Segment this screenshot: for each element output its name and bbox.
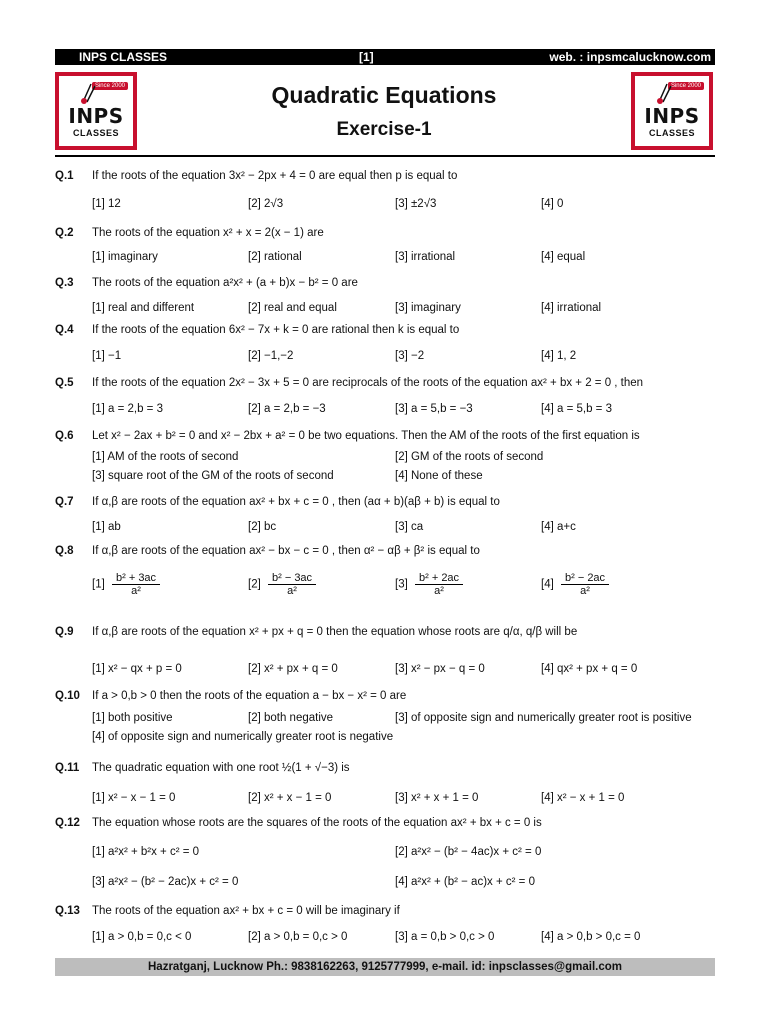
option: [1] both positive [92,712,173,724]
option: [4] x² − x + 1 = 0 [541,792,625,804]
question-text: The quadratic equation with one root ½(1 + √−3) is [92,762,350,774]
divider [55,155,715,157]
question-text: If the roots of the equation 6x² − 7x + k = 0 are rational then k is equal to [92,324,460,336]
option: [4] equal [541,251,586,263]
option: [2] a = 2,b = −3 [248,403,326,415]
option: [2] x² + x − 1 = 0 [248,792,332,804]
question-number: Q.1 [55,170,74,182]
option: [1] ab [92,521,121,533]
option: [1] a = 2,b = 3 [92,403,163,415]
question-number: Q.5 [55,377,74,389]
option: [1] imaginary [92,251,158,263]
option: [2] 2√3 [248,198,284,210]
footer-contact: Hazratganj, Lucknow Ph.: 9838162263, 9125777999, e-mail. id: inpsclasses@gmail.com [55,958,715,976]
question-number: Q.12 [55,817,80,829]
option-fraction: [2] $\frac{\text{b² − 3ac}}{\text{a²}}$ [248,572,316,597]
option: [2] both negative [248,712,334,724]
option: [3] a = 5,b = −3 [395,403,473,415]
option: [3] −2 [395,350,425,362]
option: [4] a = 5,b = 3 [541,403,612,415]
option-fraction: [4] $\frac{\text{b² − 2ac}}{\text{a²}}$ [541,572,609,597]
option: [3] ca [395,521,424,533]
option: [1] a > 0,b = 0,c < 0 [92,931,192,943]
option-fraction: [3] $\frac{\text{b² + 2ac}}{\text{a²}}$ [395,572,463,597]
option: [4] a²x² + (b² − ac)x + c² = 0 [395,876,535,888]
option: [3] imaginary [395,302,461,314]
question-number: Q.7 [55,496,74,508]
option: [3] irrational [395,251,456,263]
option: [3] a = 0,b > 0,c > 0 [395,931,495,943]
option: [2] real and equal [248,302,337,314]
question-number: Q.4 [55,324,74,336]
option: [4] 1, 2 [541,350,577,362]
option: [1] a²x² + b²x + c² = 0 [92,846,200,858]
option: [1] x² − qx + p = 0 [92,663,182,675]
option: [3] x² + x + 1 = 0 [395,792,479,804]
question-text: The roots of the equation a²x² + (a + b)x − b² = 0 are [92,277,358,289]
option: [4] None of these [395,470,483,482]
question-number: Q.8 [55,545,74,557]
logo-sub: CLASSES [648,128,695,138]
logo-name: INPS [68,104,124,128]
option: [4] a+c [541,521,576,533]
question-text: If α,β are roots of the equation ax² − bx − c = 0 , then α² − αβ + β² is equal to [92,545,480,557]
question-text: If α,β are roots of the equation ax² + bx + c = 0 , then (aα + b)(aβ + b) is equal to [92,496,500,508]
question-text: If the roots of the equation 2x² − 3x + 5 = 0 are reciprocals of the roots of the equation ax² + bx + 2 = 0 , then [92,377,644,389]
exercise-title: Exercise-1 [336,119,432,140]
question-number: Q.2 [55,227,74,239]
question-text: The roots of the equation x² + x = 2(x − 1) are [92,227,324,239]
logo-since: Since 2000 [92,82,128,90]
option: [3] a²x² − (b² − 2ac)x + c² = 0 [92,876,239,888]
question-text: If α,β are roots of the equation x² + px + q = 0 then the equation whose roots are q/α, q/β will be [92,626,578,638]
question-number: Q.13 [55,905,80,917]
option: [3] x² − px − q = 0 [395,663,485,675]
question-text: The equation whose roots are the squares of the roots of the equation ax² + bx + c = 0 is [92,817,542,829]
logo-since: Since 2000 [668,82,704,90]
option-fraction: [1] $\frac{\text{b² + 3ac}}{\text{a²}}$ [92,572,160,597]
logo-name: INPS [644,104,700,128]
option: [2] −1,−2 [248,350,294,362]
option: [2] bc [248,521,277,533]
option: [4] irrational [541,302,602,314]
option: [1] x² − x − 1 = 0 [92,792,176,804]
question-text: If a > 0,b > 0 then the roots of the equation a − bx − x² = 0 are [92,690,407,702]
header-website: web. : inpsmcalucknow.com [549,50,711,64]
option: [2] x² + px + q = 0 [248,663,338,675]
page-number: [1] [359,50,374,64]
option: [2] GM of the roots of second [395,451,544,463]
question-number: Q.6 [55,430,74,442]
question-number: Q.10 [55,690,80,702]
header-bar [55,49,715,65]
option: [1] AM of the roots of second [92,451,239,463]
question-number: Q.11 [55,762,80,774]
question-number: Q.3 [55,277,74,289]
option: [4] a > 0,b > 0,c = 0 [541,931,641,943]
option: [3] of opposite sign and numerically greater root is positive [395,712,692,724]
header-institute: INPS CLASSES [79,50,168,64]
option: [4] qx² + px + q = 0 [541,663,638,675]
option: [4] of opposite sign and numerically greater root is negative [92,731,394,743]
option: [1] real and different [92,302,195,314]
option: [2] a²x² − (b² − 4ac)x + c² = 0 [395,846,542,858]
option: [1] −1 [92,350,122,362]
page-title: Quadratic Equations [271,82,497,108]
option: [2] rational [248,251,302,263]
logo-sub: CLASSES [72,128,119,138]
question-text: Let x² − 2ax + b² = 0 and x² − 2bx + a² = 0 be two equations. Then the AM of the roots of the first equation is [92,430,640,442]
question-text: The roots of the equation ax² + bx + c = 0 will be imaginary if [92,905,400,917]
option: [2] a > 0,b = 0,c > 0 [248,931,348,943]
question-number: Q.9 [55,626,74,638]
option: [3] ±2√3 [395,198,437,210]
option: [4] 0 [541,198,564,210]
question-text: If the roots of the equation 3x² − 2px + 4 = 0 are equal then p is equal to [92,170,458,182]
option: [1] 12 [92,198,121,210]
option: [3] square root of the GM of the roots of second [92,470,334,482]
